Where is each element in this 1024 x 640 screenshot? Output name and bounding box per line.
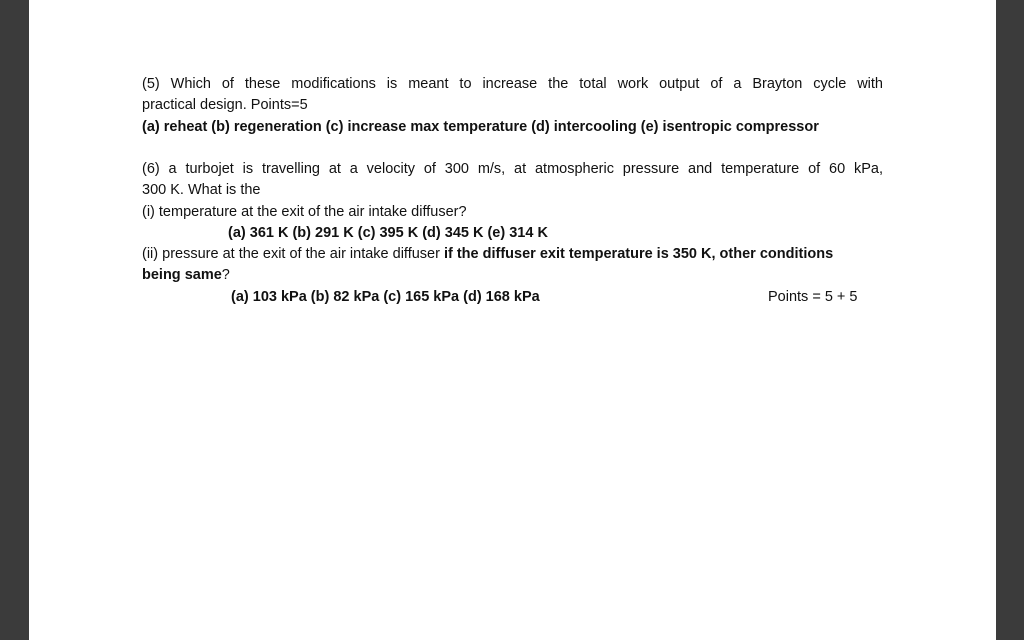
q6-part-ii-question-end: ? — [221, 267, 230, 283]
q6-part-ii-question-start: (ii) pressure at the exit of the air intake diffuser — [142, 246, 444, 262]
q6-part-i-question: (i) temperature at the exit of the air intake diffuser? — [142, 204, 467, 220]
q5-options: (a) reheat (b) regeneration (c) increase max temperature (d) intercooling (e) isentropic compressor — [142, 119, 819, 135]
q6-part-ii-question — [142, 244, 833, 264]
q5-text-line-2: practical design. Points=5 — [142, 97, 308, 113]
q6-points: Points = 5 + 5 — [768, 289, 858, 305]
q5-text-line-1: (5) Which of these modifications is meant to increase the total work output of a Brayton cycle with — [142, 76, 883, 92]
q6-text-line-2: 300 K. What is the — [142, 182, 261, 198]
q6-part-ii-options: (a) 103 kPa (b) 82 kPa (c) 165 kPa (d) 168 kPa — [231, 289, 540, 305]
q6-part-i-options: (a) 361 K (b) 291 K (c) 395 K (d) 345 K (e) 314 K — [228, 225, 548, 241]
q6-part-ii-question-cont — [142, 265, 230, 285]
q6-part-ii-question-condition-cont: being same — [142, 267, 222, 283]
document-page — [29, 0, 996, 640]
q6-text-line-1: (6) a turbojet is travelling at a velocity of 300 m/s, at atmospheric pressure and temperature of 60 kPa, — [142, 161, 883, 177]
q6-part-ii-question-condition: if the diffuser exit temperature is 350 K, other conditions — [443, 246, 834, 262]
